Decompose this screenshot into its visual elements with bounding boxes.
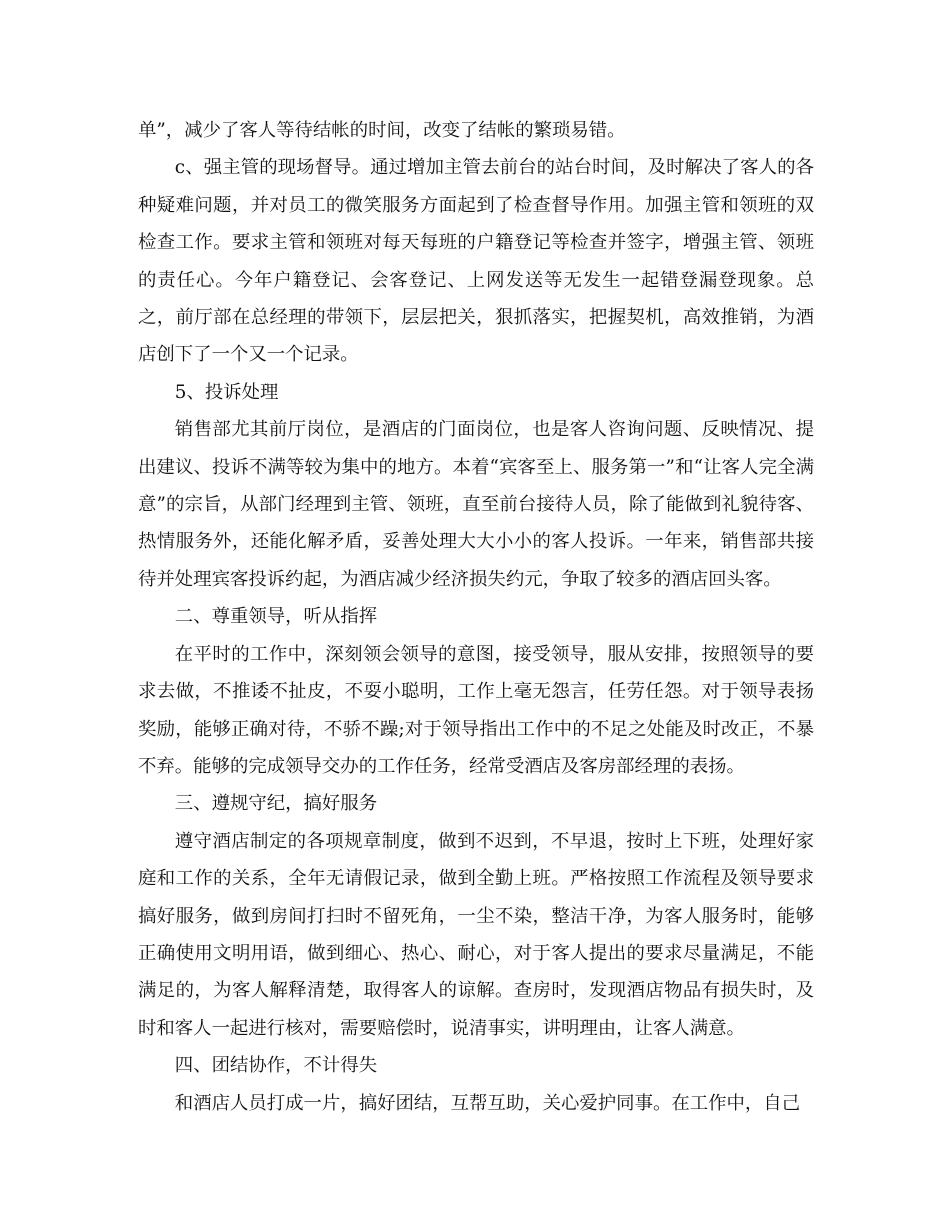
section-heading-complaints: 5、投诉处理 xyxy=(174,381,279,403)
paragraph-teamwork: 和酒店人员打成一片，搞好团结，互帮互助，关心爱护同事。在工作中，自己 xyxy=(174,1092,801,1114)
section-heading-teamwork: 四、团结协作，不计得失 xyxy=(174,1055,378,1077)
paragraph-supervision: c、强主管的现场督导。通过增加主管去前台的站台时间，及时解决了客人的各种疑难问题，并对员工的微笑服务方面起到了检查督导作用。加强主管和领班的双检查工作。要求主管和领班对每天每班的户籍登记等检查并签字，增强主管、领班的责任心。今年户籍登记、会客登记、上网发送等无发生一起错登漏登现象。总之，前厅部在总经理的带领下，层层把关，狠抓落实，把握契机，高效推销，为酒店创下了一个又一个记录。 xyxy=(138,157,814,366)
paragraph-discipline: 遵守酒店制定的各项规章制度，做到不迟到，不早退，按时上下班，处理好家庭和工作的关系，全年无请假记录，做到全勤上班。严格按照工作流程及领导要求搞好服务，做到房间打扫时不留死角，一尘不染，整洁干净，为客人服务时，能够正确使用文明用语，做到细心、热心、耐心，对于客人提出的要求尽量满足，不能满足的，为客人解释清楚，取得客人的谅解。查房时，发现酒店物品有损失时，及时和客人一起进行核对，需要赔偿时，说清事实，讲明理由，让客人满意。 xyxy=(138,830,814,1039)
document-page xyxy=(138,112,814,1122)
paragraph-continuation: 单”，减少了客人等待结帐的时间，改变了结帐的繁琐易错。 xyxy=(138,120,626,141)
paragraph-respect-leaders: 在平时的工作中，深刻领会领导的意图，接受领导，服从安排，按照领导的要求去做，不推诿不扯皮，不耍小聪明，工作上毫无怨言，任劳任怨。对于领导表扬奖励，能够正确对待，不骄不躁;对于领导指出工作中的不足之处能及时改正，不暴不弃。能够的完成领导交办的工作任务，经常受酒店及客房部经理的表扬。 xyxy=(138,643,814,777)
section-heading-respect-leaders: 二、尊重领导，听从指挥 xyxy=(174,606,378,628)
paragraph-complaints: 销售部尤其前厅岗位，是酒店的门面岗位，也是客人咨询问题、反映情况、提出建议、投诉不满等较为集中的地方。本着“宾客至上、服务第一”和“让客人完全满意”的宗旨，从部门经理到主管、领班，直至前台接待人员，除了能做到礼貌待客、热情服务外，还能化解矛盾，妥善处理大大小小的客人投诉。一年来，销售部共接待并处理宾客投诉约起，为酒店减少经济损失约元，争取了较多的酒店回头客。 xyxy=(138,419,814,590)
section-heading-discipline: 三、遵规守纪，搞好服务 xyxy=(174,793,378,815)
